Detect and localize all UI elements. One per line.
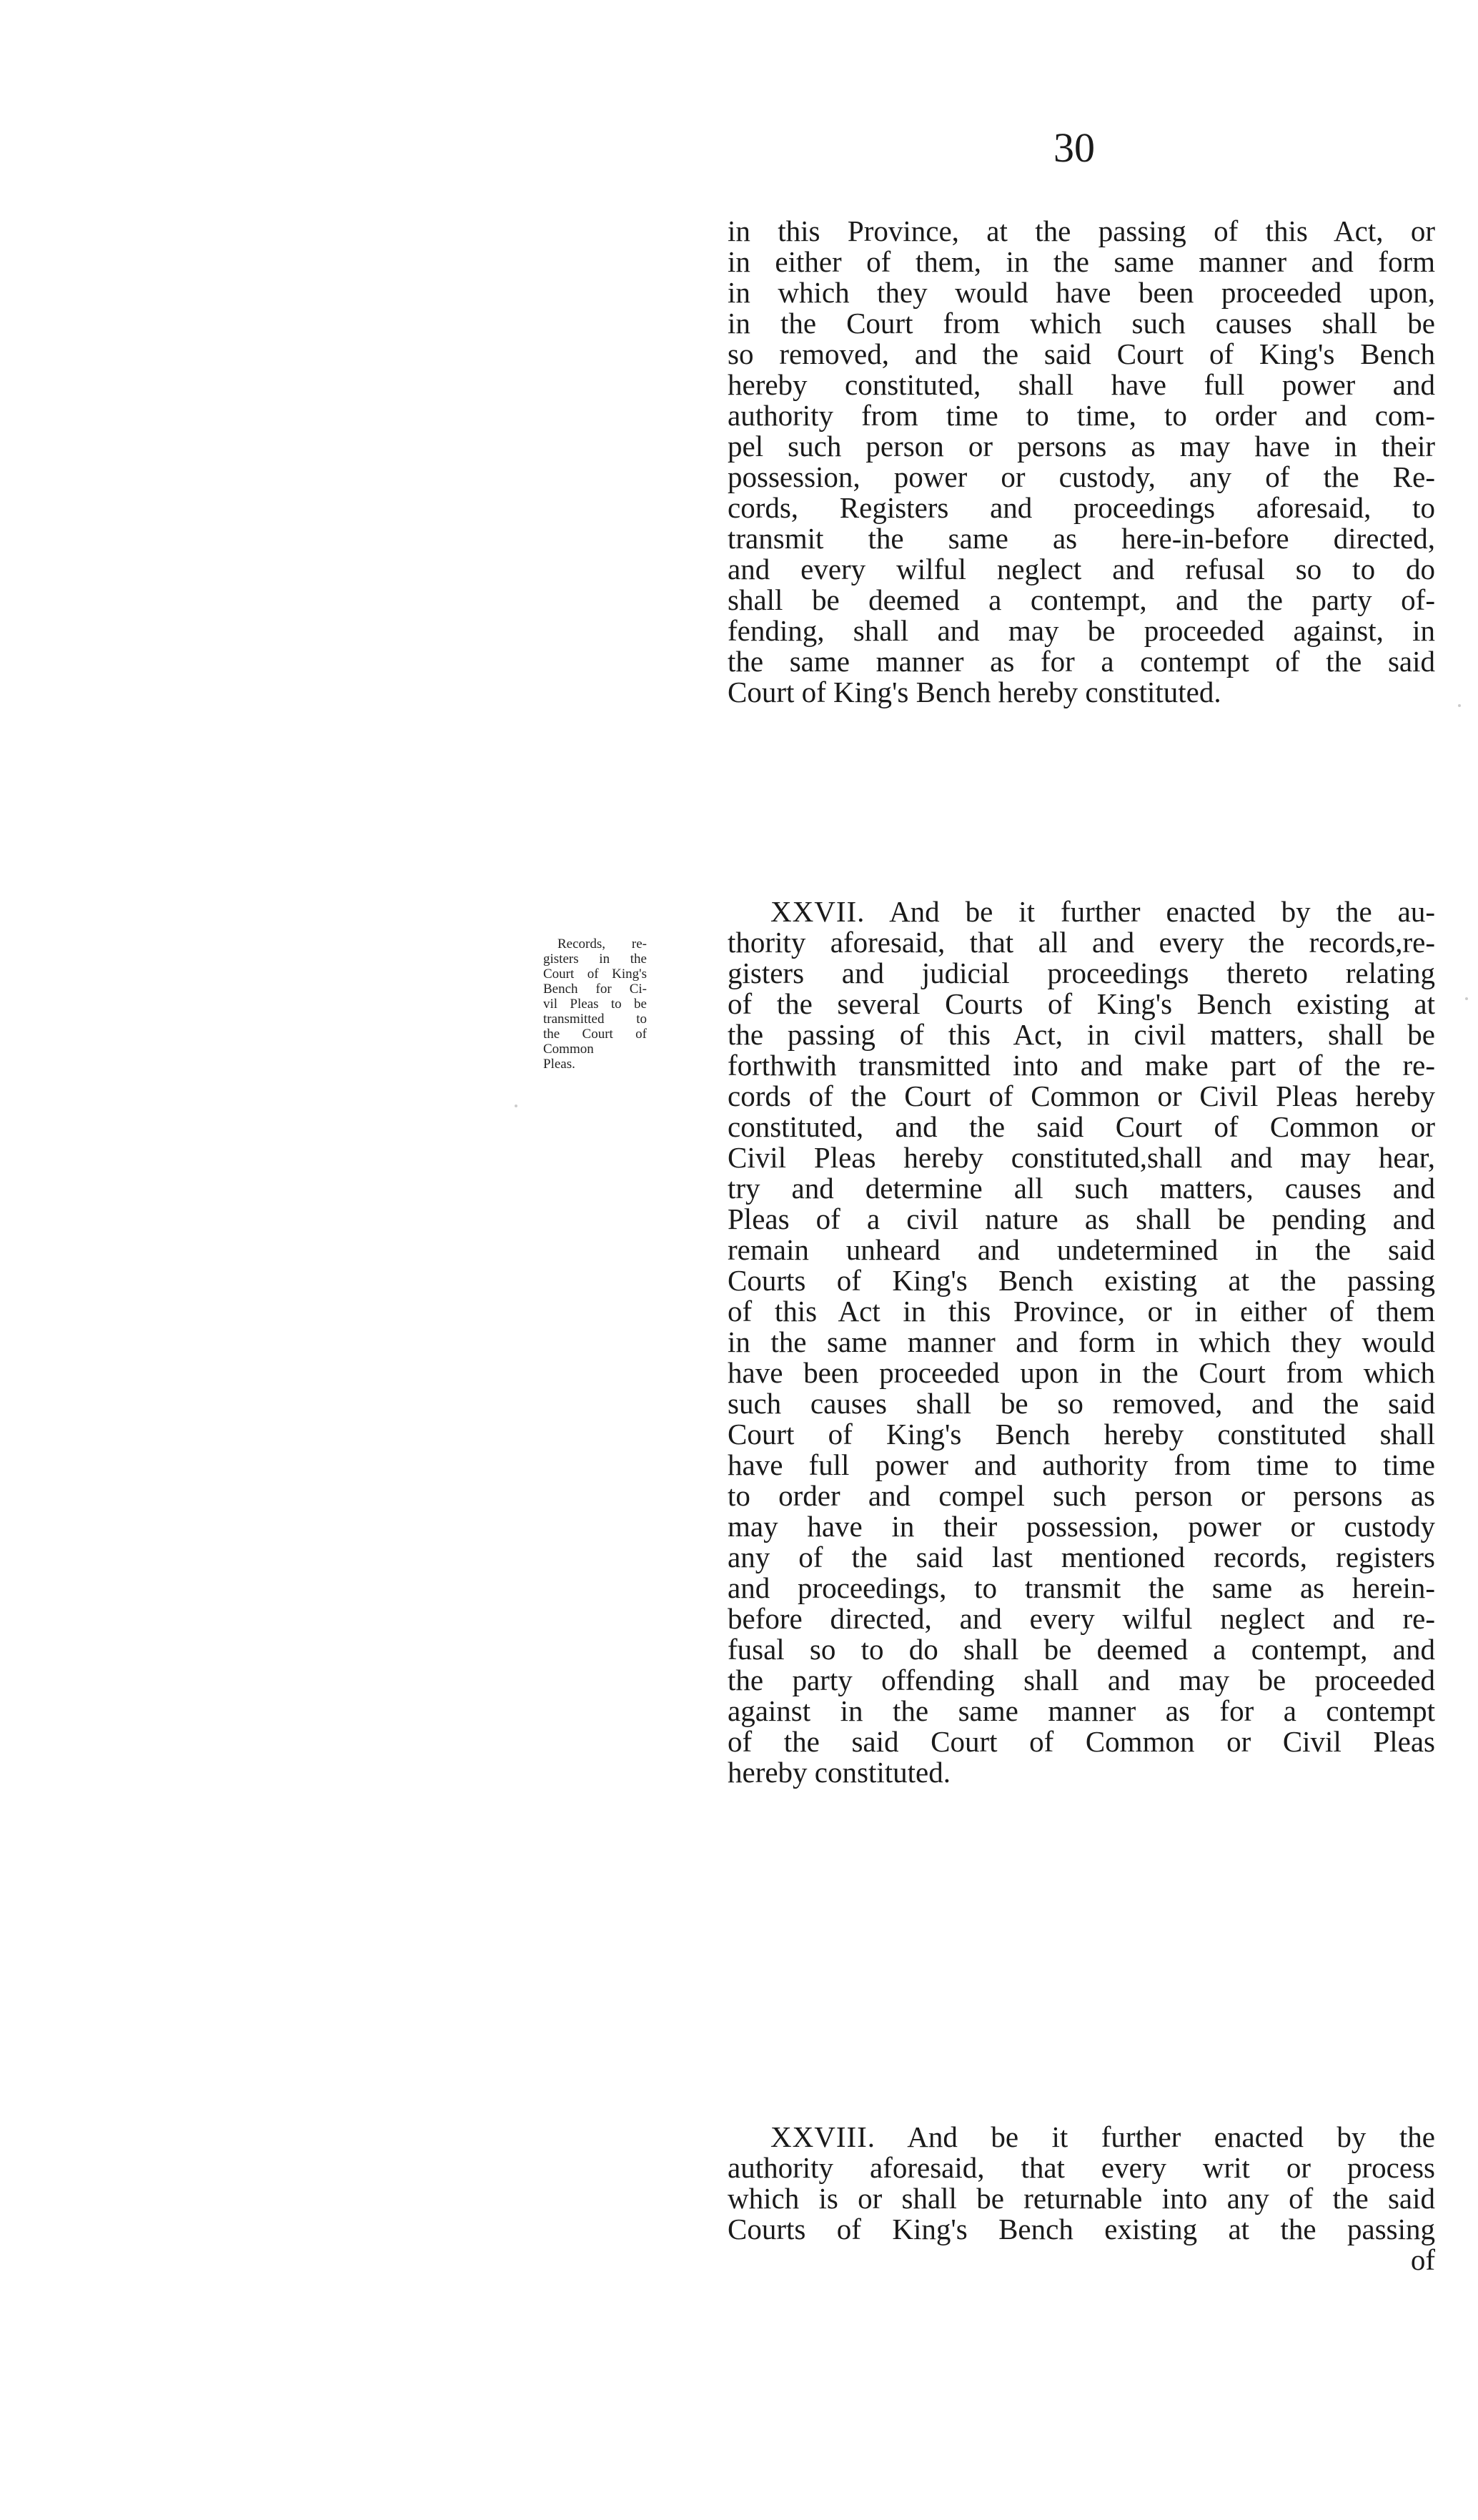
text-line: cords, Registers and proceedings aforesaid, to xyxy=(728,491,1435,524)
marginal-note-line: Common xyxy=(543,1042,594,1057)
continuation-paragraph xyxy=(728,216,1435,708)
marginal-note-line: vil Pleas to be xyxy=(543,997,647,1012)
text-line: Courts of King's Bench existing at the passing xyxy=(728,1264,1435,1297)
marginal-note-line: Pleas. xyxy=(543,1057,575,1072)
text-line: in the same manner and form in which they would xyxy=(728,1325,1435,1358)
text-line: may have in their possession, power or custody xyxy=(728,1510,1435,1543)
text-line: in the Court from which such causes shall be xyxy=(728,307,1435,340)
marginal-note-line: the Court of xyxy=(543,1027,647,1042)
text-line: of the said Court of Common or Civil Pleas xyxy=(728,1725,1435,1758)
section-first-line-text: And be it further enacted by the au- xyxy=(889,895,1435,928)
text-line: the passing of this Act, in civil matters, shall be xyxy=(728,1018,1435,1051)
section-xxviii-first-line xyxy=(728,2122,1435,2153)
page-number: 30 xyxy=(1053,124,1095,171)
text-line: any of the said last mentioned records, registers xyxy=(728,1541,1435,1573)
text-line: Court of King's Bench hereby constituted shall xyxy=(728,1418,1435,1451)
text-line: forthwith transmitted into and make part of the re- xyxy=(728,1049,1435,1082)
section-number: XXVIII. xyxy=(770,2120,876,2153)
text-line: which is or shall be returnable into any of the said xyxy=(728,2182,1435,2215)
text-line: in this Province, at the passing of this Act, or xyxy=(728,214,1435,247)
text-line: try and determine all such matters, causes and xyxy=(728,1172,1435,1205)
text-line: gisters and judicial proceedings thereto relating xyxy=(728,957,1435,989)
section-xxviii xyxy=(728,2122,1435,2276)
text-line: possession, power or custody, any of the Re- xyxy=(728,460,1435,493)
text-line: hereby constituted. xyxy=(728,1756,951,1789)
text-line: authority aforesaid, that every writ or process xyxy=(728,2151,1435,2184)
text-line: have full power and authority from time to time xyxy=(728,1448,1435,1481)
page-speck xyxy=(1465,997,1468,1000)
text-line: fending, shall and may be proceeded against, in xyxy=(728,614,1435,647)
text-line: and every wilful neglect and refusal so to do xyxy=(728,553,1435,585)
text-line: have been proceeded upon in the Court from which xyxy=(728,1356,1435,1389)
text-line: of the several Courts of King's Bench existing at xyxy=(728,987,1435,1020)
marginal-note-line: Court of King's xyxy=(543,967,647,982)
text-line: the party offending shall and may be proceeded xyxy=(728,1664,1435,1696)
text-line: Pleas of a civil nature as shall be pending and xyxy=(728,1202,1435,1235)
text-line: of this Act in this Province, or in either of them xyxy=(728,1295,1435,1328)
text-line: remain unheard and undetermined in the said xyxy=(728,1233,1435,1266)
marginal-note xyxy=(543,937,647,1072)
text-line: and proceedings, to transmit the same as herein- xyxy=(728,1571,1435,1604)
text-line: such causes shall be so removed, and the said xyxy=(728,1387,1435,1420)
text-line: fusal so to do shall be deemed a contempt, and xyxy=(728,1633,1435,1666)
marginal-note-line: gisters in the xyxy=(543,952,647,967)
text-line: hereby constituted, shall have full power and xyxy=(728,368,1435,401)
text-line: the same manner as for a contempt of the said xyxy=(728,645,1435,678)
text-line: in either of them, in the same manner and form xyxy=(728,245,1435,278)
text-line: constituted, and the said Court of Common or xyxy=(728,1110,1435,1143)
marginal-note-line: transmitted to xyxy=(543,1012,647,1027)
text-line: pel such person or persons as may have in their xyxy=(728,430,1435,463)
text-line: cords of the Court of Common or Civil Pleas hereby xyxy=(728,1079,1435,1112)
marginal-note-line: Bench for Ci- xyxy=(543,982,647,997)
text-line: thority aforesaid, that all and every the records,re- xyxy=(728,926,1435,959)
section-first-line-text: And be it further enacted by the xyxy=(907,2120,1435,2153)
page-speck xyxy=(515,1105,517,1107)
text-line: authority from time to time, to order and com- xyxy=(728,399,1435,432)
text-line: to order and compel such person or persons as xyxy=(728,1479,1435,1512)
section-xxvii xyxy=(728,896,1435,1788)
section-xxvii-first-line xyxy=(728,896,1435,927)
catchword: of xyxy=(1410,2243,1435,2276)
text-line: Court of King's Bench hereby constituted. xyxy=(728,676,1221,708)
marginal-note-line: Records, re- xyxy=(557,937,647,952)
text-line: against in the same manner as for a contempt xyxy=(728,1694,1435,1727)
text-line: Courts of King's Bench existing at the passing xyxy=(728,2213,1435,2245)
text-line: shall be deemed a contempt, and the party of- xyxy=(728,583,1435,616)
text-line: in which they would have been proceeded upon, xyxy=(728,276,1435,309)
page-speck xyxy=(1458,704,1461,707)
text-line: so removed, and the said Court of King's Bench xyxy=(728,337,1435,370)
text-line: before directed, and every wilful neglect and re- xyxy=(728,1602,1435,1635)
section-number: XXVII. xyxy=(770,895,866,928)
text-line: transmit the same as here-in-before directed, xyxy=(728,522,1435,555)
text-line: Civil Pleas hereby constituted,shall and may hear, xyxy=(728,1141,1435,1174)
